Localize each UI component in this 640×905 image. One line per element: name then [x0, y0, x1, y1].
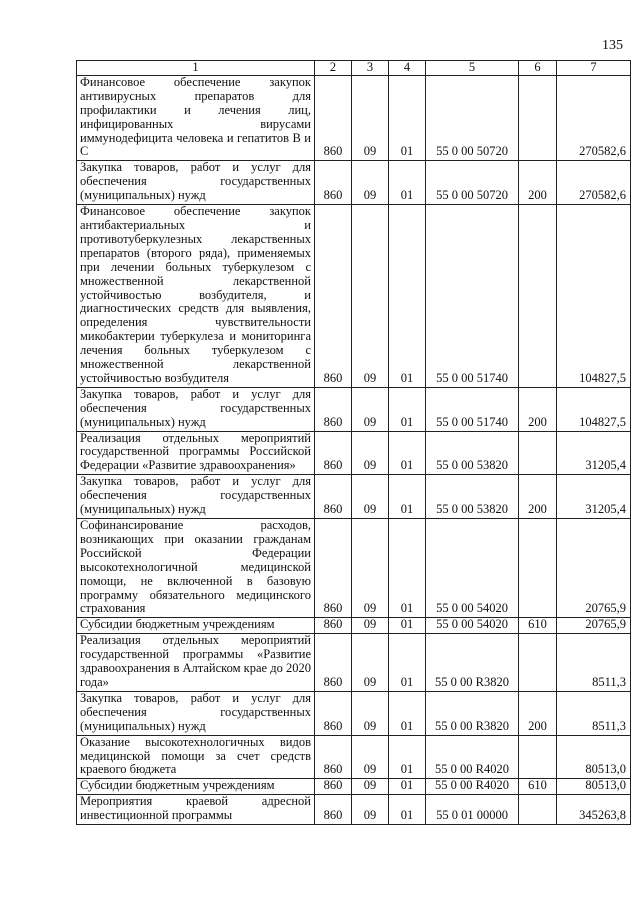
row-cell-c5: 55 0 00 R4020 — [426, 779, 519, 795]
row-cell-c5: 55 0 00 R4020 — [426, 735, 519, 779]
row-cell-c2: 860 — [315, 634, 352, 692]
row-cell-c2: 860 — [315, 779, 352, 795]
row-cell-c4: 01 — [389, 205, 426, 388]
row-cell-c6 — [519, 205, 557, 388]
row-cell-c4: 01 — [389, 431, 426, 475]
budget-table — [76, 60, 631, 825]
row-cell-c3: 09 — [352, 431, 389, 475]
table-row — [77, 475, 631, 519]
row-description: Закупка товаров, работ и услуг для обеспечения государственных (муниципальных) нужд — [77, 387, 315, 431]
row-cell-c7: 345263,8 — [557, 795, 631, 825]
row-cell-c2: 860 — [315, 75, 352, 160]
row-cell-c2: 860 — [315, 795, 352, 825]
header-cell: 7 — [557, 61, 631, 76]
row-cell-c6 — [519, 634, 557, 692]
row-cell-c2: 860 — [315, 205, 352, 388]
row-cell-c3: 09 — [352, 475, 389, 519]
row-cell-c3: 09 — [352, 795, 389, 825]
row-cell-c6: 200 — [519, 691, 557, 735]
row-cell-c7: 270582,6 — [557, 75, 631, 160]
row-description: Софинансирование расходов, возникающих при оказании гражданам Российской Федерации высокотехнологичной медицинской помощи, не включенной в базовую программу обязательного медицинского страхования — [77, 519, 315, 618]
row-cell-c3: 09 — [352, 779, 389, 795]
row-cell-c6 — [519, 75, 557, 160]
row-cell-c5: 55 0 00 R3820 — [426, 634, 519, 692]
row-cell-c6 — [519, 735, 557, 779]
row-cell-c4: 01 — [389, 161, 426, 205]
row-description: Закупка товаров, работ и услуг для обеспечения государственных (муниципальных) нужд — [77, 475, 315, 519]
row-cell-c4: 01 — [389, 779, 426, 795]
row-cell-c6 — [519, 431, 557, 475]
row-description: Финансовое обеспечение закупок антивирусных препаратов для профилактики и лечения лиц, инфицированных вирусами иммунодефицита человека и гепатитов В и С — [77, 75, 315, 160]
row-cell-c2: 860 — [315, 431, 352, 475]
row-cell-c5: 55 0 00 53820 — [426, 475, 519, 519]
table-row — [77, 691, 631, 735]
row-cell-c3: 09 — [352, 161, 389, 205]
row-cell-c2: 860 — [315, 387, 352, 431]
header-cell: 6 — [519, 61, 557, 76]
row-cell-c5: 55 0 00 54020 — [426, 618, 519, 634]
row-cell-c7: 20765,9 — [557, 519, 631, 618]
row-cell-c4: 01 — [389, 75, 426, 160]
row-cell-c5: 55 0 00 54020 — [426, 519, 519, 618]
row-cell-c4: 01 — [389, 387, 426, 431]
row-cell-c7: 8511,3 — [557, 691, 631, 735]
row-cell-c7: 80513,0 — [557, 779, 631, 795]
header-cell: 1 — [77, 61, 315, 76]
row-description: Закупка товаров, работ и услуг для обеспечения государственных (муниципальных) нужд — [77, 161, 315, 205]
table-row — [77, 735, 631, 779]
row-cell-c3: 09 — [352, 75, 389, 160]
table-row — [77, 205, 631, 388]
row-cell-c2: 860 — [315, 735, 352, 779]
row-cell-c4: 01 — [389, 795, 426, 825]
row-cell-c7: 20765,9 — [557, 618, 631, 634]
row-cell-c7: 270582,6 — [557, 161, 631, 205]
table-row — [77, 161, 631, 205]
row-description: Оказание высокотехнологичных видов медицинской помощи за счет средств краевого бюджета — [77, 735, 315, 779]
row-cell-c5: 55 0 01 00000 — [426, 795, 519, 825]
header-cell: 4 — [389, 61, 426, 76]
row-cell-c3: 09 — [352, 387, 389, 431]
row-cell-c4: 01 — [389, 618, 426, 634]
table-row — [77, 387, 631, 431]
row-cell-c3: 09 — [352, 735, 389, 779]
row-cell-c6 — [519, 795, 557, 825]
row-cell-c3: 09 — [352, 691, 389, 735]
page-number: 135 — [602, 38, 623, 53]
row-cell-c5: 55 0 00 50720 — [426, 161, 519, 205]
row-cell-c7: 8511,3 — [557, 634, 631, 692]
row-description: Мероприятия краевой адресной инвестиционной программы — [77, 795, 315, 825]
row-cell-c4: 01 — [389, 735, 426, 779]
row-description: Реализация отдельных мероприятий государственной программы «Развитие здравоохранения в Алтайском крае до 2020 года» — [77, 634, 315, 692]
row-cell-c2: 860 — [315, 618, 352, 634]
row-cell-c7: 104827,5 — [557, 387, 631, 431]
row-description: Закупка товаров, работ и услуг для обеспечения государственных (муниципальных) нужд — [77, 691, 315, 735]
row-cell-c2: 860 — [315, 475, 352, 519]
row-cell-c6: 200 — [519, 161, 557, 205]
row-cell-c7: 80513,0 — [557, 735, 631, 779]
row-cell-c5: 55 0 00 51740 — [426, 387, 519, 431]
row-cell-c2: 860 — [315, 691, 352, 735]
row-cell-c6 — [519, 519, 557, 618]
row-cell-c5: 55 0 00 R3820 — [426, 691, 519, 735]
row-cell-c4: 01 — [389, 634, 426, 692]
row-cell-c3: 09 — [352, 634, 389, 692]
row-cell-c5: 55 0 00 50720 — [426, 75, 519, 160]
row-description: Субсидии бюджетным учреждениям — [77, 618, 315, 634]
table-row — [77, 75, 631, 160]
table-row — [77, 634, 631, 692]
table-row — [77, 779, 631, 795]
row-description: Субсидии бюджетным учреждениям — [77, 779, 315, 795]
row-cell-c7: 31205,4 — [557, 431, 631, 475]
header-cell: 3 — [352, 61, 389, 76]
header-row — [77, 61, 631, 76]
row-cell-c3: 09 — [352, 519, 389, 618]
row-cell-c4: 01 — [389, 691, 426, 735]
row-cell-c6: 610 — [519, 779, 557, 795]
header-cell: 2 — [315, 61, 352, 76]
row-cell-c7: 31205,4 — [557, 475, 631, 519]
table-row — [77, 519, 631, 618]
row-cell-c6: 200 — [519, 475, 557, 519]
row-cell-c4: 01 — [389, 519, 426, 618]
row-description: Финансовое обеспечение закупок антибактериальных и противотуберкулезных лекарственных препаратов (второго ряда), применяемых при лечении больных туберкулезом с множественной лекарственной устойчивостью возбудителя, и диагностических средств для выявления, определения чувствительности микобактерии туберкулеза и мониторинга лечения больных туберкулезом с множественной лекарственной устойчивостью возбудителя — [77, 205, 315, 388]
row-cell-c6: 200 — [519, 387, 557, 431]
row-cell-c7: 104827,5 — [557, 205, 631, 388]
row-cell-c6: 610 — [519, 618, 557, 634]
row-cell-c2: 860 — [315, 161, 352, 205]
row-cell-c3: 09 — [352, 205, 389, 388]
table-row — [77, 618, 631, 634]
row-cell-c5: 55 0 00 51740 — [426, 205, 519, 388]
table-row — [77, 431, 631, 475]
row-description: Реализация отдельных мероприятий государственной программы Российской Федерации «Развитие здравоохранения» — [77, 431, 315, 475]
row-cell-c4: 01 — [389, 475, 426, 519]
row-cell-c2: 860 — [315, 519, 352, 618]
header-cell: 5 — [426, 61, 519, 76]
table-row — [77, 795, 631, 825]
row-cell-c3: 09 — [352, 618, 389, 634]
row-cell-c5: 55 0 00 53820 — [426, 431, 519, 475]
